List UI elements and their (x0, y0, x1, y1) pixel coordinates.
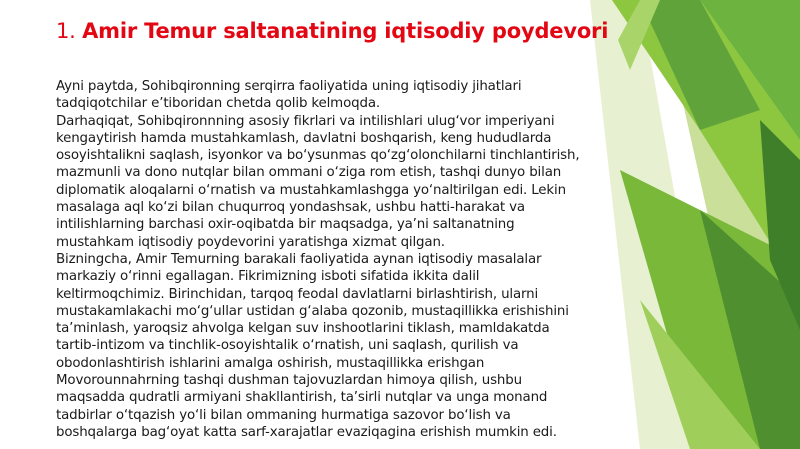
body-line: Ayni paytda, Sohibqironning serqirra faoliyatida uning iqtisodiy jihatlari (56, 79, 522, 94)
body-line: Bizningcha, Amir Temurning barakali faoliyatida aynan iqtisodiy masalalar (56, 251, 542, 267)
body-line: maqsadda qudratli armiyani shakllantirish, ta’sirli nutqlar va unga monand (56, 390, 548, 406)
body-line: obodonlashtirish ishlarini amalga oshirish, mustaqillikka erishgan (56, 355, 485, 371)
body-line: intilishlarning barchasi oxir-oqibatda bir maqsadga, ya’ni saltanatning (56, 217, 515, 233)
body-line: markaziy o‘rinni egallagan. Fikrimizning isboti sifatida ikkita dalil (56, 269, 480, 285)
page-title (56, 19, 608, 43)
title-text: Amir Temur saltanatining iqtisodiy poydevori (82, 19, 609, 43)
body-line: masalaga aql ko‘zi bilan chuqurroq yondashsak, ushbu hatti-harakat va (56, 200, 525, 216)
body-line: keltirmoqchimiz. Birinchidan, tarqoq feodal davlatlarni birlashtirish, ularni (56, 286, 539, 302)
body-line: Movorounnahrning tashqi dushman tajovuzlardan himoya qilish, ushbu (56, 373, 522, 389)
body-line: diplomatik aloqalarni o‘rnatish va mustahkamlashgga yo‘naltirilgan edi. Lekin (56, 182, 566, 198)
body-line: ta’minlash, yaroqsiz ahvolga kelgan suv inshootlarini tiklash, mamldakatda (56, 321, 550, 337)
body-line: tadqiqotchilar e’tiboridan chetda qolib kelmoqda. (56, 96, 380, 112)
body-line: tadbirlar o‘tqazish yo‘li bilan ommaning hurmatiga sazovor bo‘lish va (56, 407, 511, 423)
body-line: tartib-intizom va tinchlik-osoyishtalik o‘rnatish, uni saqlash, qurilish va (56, 338, 519, 354)
body-paragraphs (56, 78, 618, 441)
title-number: 1. (56, 19, 76, 43)
body-line: mazmunli va dono nutqlar bilan ommani o‘ziga rom etish, tashqi dunyo bilan (56, 165, 562, 181)
body-line: mustahkam iqtisodiy poydevorini yaratishga xizmat qilgan. (56, 234, 445, 250)
body-line: boshqalarga bag‘oyat katta sarf-xarajatlar evaziqagina erishish mumkin edi. (56, 424, 557, 440)
body-line: Darhaqiqat, Sohibqironnning asosiy fikrlari va intilishlari ulug‘vor imperiyani (56, 113, 555, 129)
body-line: kengaytirish hamda mustahkamlash, davlatni boshqarish, keng hududlarda (56, 130, 552, 146)
body-line: osoyishtalikni saqlash, isyonkor va bo‘ysunmas qo‘zg‘olonchilarni tinchlantirish, (56, 148, 580, 164)
body-line: mustakamlakachi mo‘g‘ullar ustidan g‘alaba qozonib, mustaqillikka erishishini (56, 303, 569, 319)
